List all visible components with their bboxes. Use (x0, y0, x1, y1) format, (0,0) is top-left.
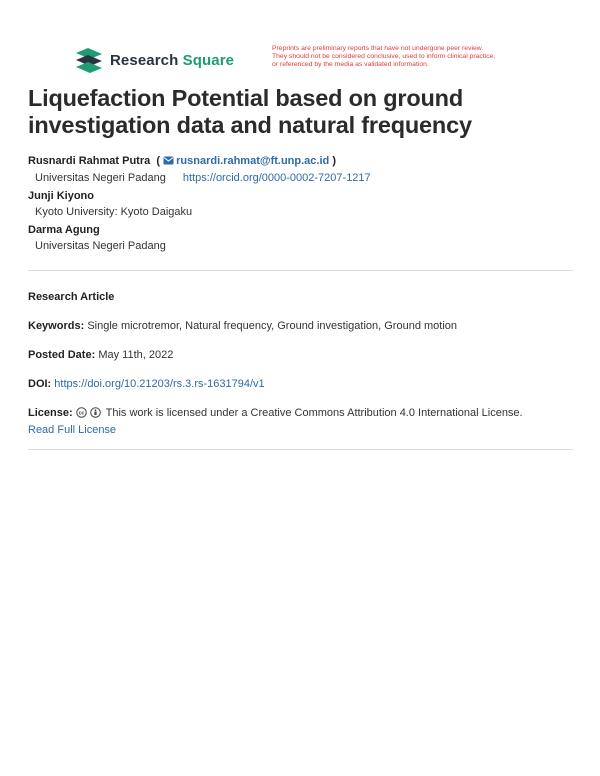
article-type: Research Article (28, 291, 115, 303)
mail-icon (163, 155, 174, 170)
cc-icon (76, 407, 87, 418)
license-label: License: (28, 407, 73, 419)
divider (28, 270, 573, 271)
author-email-link[interactable]: rusnardi.rahmat@ft.unp.ac.id (176, 155, 330, 167)
svg-text:cc: cc (78, 410, 85, 417)
author-entry (28, 189, 573, 221)
preprint-notice: Preprints are preliminary reports that have not undergone peer review. They should not be considered conclusive, used to inform clinical practice, or referenced by the media as validated information. (272, 45, 496, 68)
posted-date-line (28, 348, 573, 363)
author-name: Junji Kiyono (28, 190, 94, 202)
author-affiliation: Universitas Negeri Padang (35, 172, 166, 184)
author-list (28, 154, 573, 257)
by-icon (90, 407, 101, 418)
divider (28, 449, 573, 450)
doi-label: DOI: (28, 378, 52, 390)
keywords-label: Keywords: (28, 320, 85, 332)
posted-date-value: May 11th, 2022 (98, 349, 174, 361)
keywords-line (28, 319, 573, 334)
keywords-value: Single microtremor, Natural frequency, Ground investigation, Ground motion (87, 320, 458, 332)
paper-title: Liquefaction Potential based on ground investigation data and natural frequency (28, 85, 472, 138)
doi-line (28, 377, 573, 392)
author-name: Darma Agung (28, 224, 100, 236)
posted-date-label: Posted Date: (28, 349, 96, 361)
author-affiliation: Kyoto University: Kyoto Daigaku (35, 206, 193, 218)
doi-link[interactable]: https://doi.org/10.21203/rs.3.rs-1631794/v1 (54, 378, 265, 390)
license-line (28, 406, 573, 438)
license-text: This work is licensed under a Creative Commons Attribution 4.0 International License. (105, 407, 523, 419)
read-full-license-link[interactable]: Read Full License (28, 424, 117, 436)
author-affiliation: Universitas Negeri Padang (35, 240, 166, 252)
research-square-logo-icon (74, 47, 104, 73)
research-square-logo[interactable] (74, 47, 234, 73)
author-entry: Rusnardi Rahmat Putra ( rusnardi.rahmat@ft.unp.ac.id ) Universitas Negeri Padang https://orcid.org/0000-0002-7207-1217 (28, 155, 371, 184)
author-entry (28, 223, 573, 255)
logo-wordmark: Research Square (110, 51, 235, 69)
author-name: Rusnardi Rahmat Putra (28, 155, 151, 167)
page-header (0, 0, 600, 80)
orcid-link[interactable]: https://orcid.org/0000-0002-7207-1217 (182, 172, 371, 184)
